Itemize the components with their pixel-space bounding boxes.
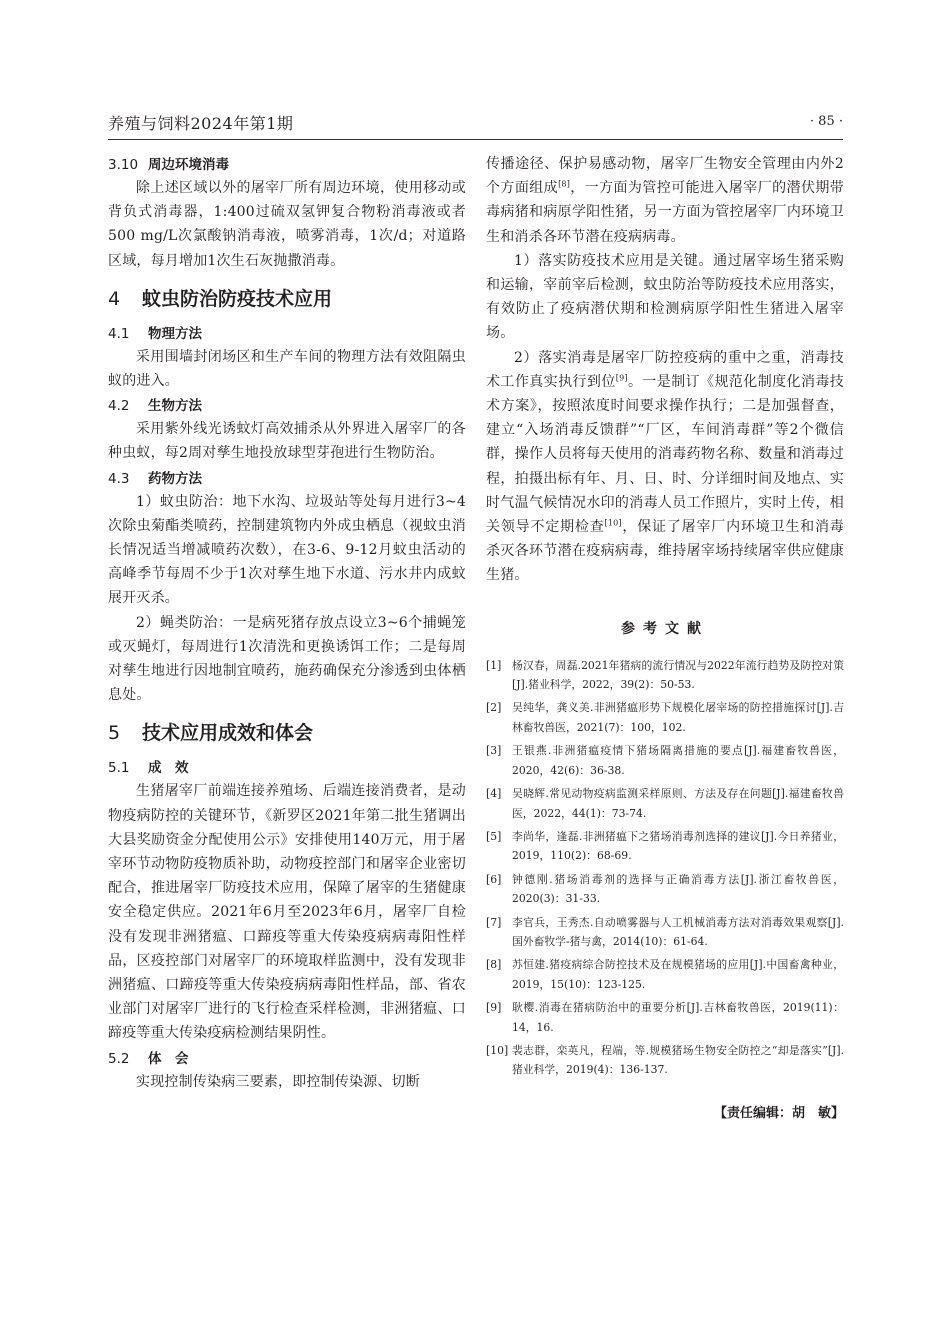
heading-4-3: 4.3 药物方法: [108, 470, 202, 487]
citation: [8]: [558, 179, 571, 189]
left-column: [108, 152, 466, 1094]
heading-5-1: 5.1 成 效: [108, 760, 189, 777]
right-column: [486, 152, 844, 1121]
reference-item: [8] 苏恒建.猪疫病综合防控技术及在规模猪场的应用[J].中国畜禽种业，2019，15(10)：123-125.: [486, 958, 844, 991]
heading-section-4: 4 蚊虫防治防疫技术应用: [108, 287, 333, 310]
reference-item: [10] 裴志群，栾英凡，程端，等.规模猪场生物安全防控之“却是落实”[J].猪业科学，2019(4)：136-137.: [486, 1043, 844, 1077]
citation: [9]: [615, 373, 628, 383]
heading-4-1: 4.1 物理方法: [108, 325, 202, 342]
paragraph: 2）落实消毒是屠宰厂防控疫病的重中之重，消毒技术工作真实执行到位[9]。一是制订《规范化制度化消毒技术方案》，按照浓度时间要求操作执行；二是加强督查，建立“入场消毒反馈群”“厂区，车间消毒群”等2个微信群，操作人员将每天使用的消毒药物名称、数量和消毒过程，拍摄出标有年、月、日、时、分详细时间及地点、实时气温气候情况水印的消毒人员工作照片，实时上传，相关领导不定期检查[10]，保证了屠宰厂内环境卫生和消毒杀灭各环节潜在疫病病毒，维持屠宰场持续屠宰供应健康生猪。: [486, 349, 844, 584]
header-rule: [108, 139, 843, 140]
paragraph: 传播途径、保护易感动物，屠宰厂生物安全管理由内外2个方面组成[8]，一方面为管控可能进入屠宰厂的潜伏期带毒病猪和病原学阳性猪，另一方面为管控屠宰厂内环境卫生和消杀各环节潜在疫病病毒。: [486, 156, 844, 245]
paragraph: 2）蝇类防治：一是病死猪存放点设立3~6个捕蝇笼或灭蝇灯，每周进行1次清洗和更换诱饵工作；二是每周对孳生地进行因地制宜喷药，施药确保充分渗透到虫体栖息处。: [108, 614, 466, 704]
reference-item: [2] 吴纯华，龚义美.非洲猪瘟形势下规模化屠宰场的防控措施探讨[J].吉林畜牧兽医，2021(7)：100，102.: [486, 701, 844, 734]
journal-title: 养殖与饲料2024年第1期: [108, 114, 294, 133]
paragraph: 采用紫外线光诱蚊灯高效捕杀从外界进入屠宰厂的各种虫蚁，每2周对孳生地投放球型芽孢进行生物防治。: [108, 421, 466, 462]
paragraph: 实现控制传染病三要素，即控制传染源、切断: [136, 1073, 420, 1090]
paragraph: 1）落实防疫技术应用是关键。通过屠宰场生猪采购和运输，宰前宰后检测，蚊虫防治等防疫技术应用落实，有效防止了疫病潜伏期和检测病原学阳性生猪进入屠宰场。: [486, 252, 844, 342]
references-heading: 参考文献: [621, 620, 709, 637]
paragraph: 除上述区域以外的屠宰厂所有周边环境，使用移动或背负式消毒器，1:400过硫双氢钾复合物粉消毒液或者500 mg/L次氯酸钠消毒液，喷雾消毒，1次/d；对道路区域，每月增加1次生石灰抛撒消毒。: [108, 180, 466, 269]
responsible-editor: 【责任编辑：胡 敏】: [713, 1105, 844, 1121]
heading-3-10: 3.10 周边环境消毒: [108, 157, 229, 173]
reference-item: [4] 吴晓辉.常见动物疫病监测采样原则、方法及存在问题[J].福建畜牧兽医，2022，44(1)：73-74.: [486, 787, 844, 820]
reference-item: [7] 李官兵，王秀杰.自动喷雾器与人工机械消毒方法对消毒效果观察[J].国外畜牧学-猪与禽，2014(10)：61-64.: [486, 915, 844, 948]
heading-4-2: 4.2 生物方法: [108, 398, 202, 415]
heading-5-2: 5.2 体 会: [108, 1050, 189, 1067]
reference-item: [5] 李尚华，逢磊.非洲猪瘟下之猪场消毒剂选择的建议[J].今日养猪业，2019，110(2)：68-69.: [486, 829, 844, 863]
heading-section-5: 5 技术应用成效和体会: [108, 722, 314, 745]
reference-item: [6] 钟德刚.猪场消毒剂的选择与正确消毒方法[J].浙江畜牧兽医，2020(3)：31-33.: [486, 872, 844, 906]
citation: [10]: [604, 518, 622, 528]
reference-item: [1] 杨汉春，周磊.2021年猪病的流行情况与2022年流行趋势及防控对策[J].猪业科学，2022，39(2)：50-53.: [486, 658, 844, 692]
page-number: · 85 ·: [809, 114, 843, 129]
paragraph: 生猪屠宰厂前端连接养殖场、后端连接消费者，是动物疫病防控的关键环节，《新罗区2021年第二批生猪调出大县奖励资金分配使用公示》安排使用140万元，用于屠宰环节动物防疫物质补助，动物疫控部门和屠宰企业密切配合，推进屠宰厂防疫技术应用，保障了屠宰的生猪健康安全稳定供应。2021年6月至2023年6月，屠宰厂自检没有发现非洲猪瘟、口蹄疫等重大传染疫病病毒阳性样品，区疫控部门对屠宰厂的环境取样监测中，没有发现非洲猪瘟、口蹄疫等重大传染疫病病毒阳性样品，部、省农业部门对屠宰厂进行的飞行检查采样检测，非洲猪瘟、口蹄疫等重大传染疫病检测结果阴性。: [108, 783, 466, 1042]
paragraph: 采用围墙封闭场区和生产车间的物理方法有效阻隔虫蚁的进入。: [108, 348, 466, 390]
reference-item: [9] 耿樱.消毒在猪病防治中的重要分析[J].吉林畜牧兽医，2019(11)：14，16.: [486, 1001, 844, 1034]
reference-item: [3] 王银燕.非洲猪瘟疫情下猪场隔离措施的要点[J].福建畜牧兽医，2020，42(6)：36-38.: [486, 744, 844, 777]
running-header: [108, 108, 843, 138]
paragraph: 1）蚊虫防治：地下水沟、垃圾站等处每月进行3~4次除虫菊酯类喷药，控制建筑物内外成虫栖息（视蚊虫消长情况适当增减喷药次数），在3-6、9-12月蚊虫活动的高峰季节每周不少于1次对孳生地下水道、污水井内成蚊展开灭杀。: [108, 493, 466, 607]
